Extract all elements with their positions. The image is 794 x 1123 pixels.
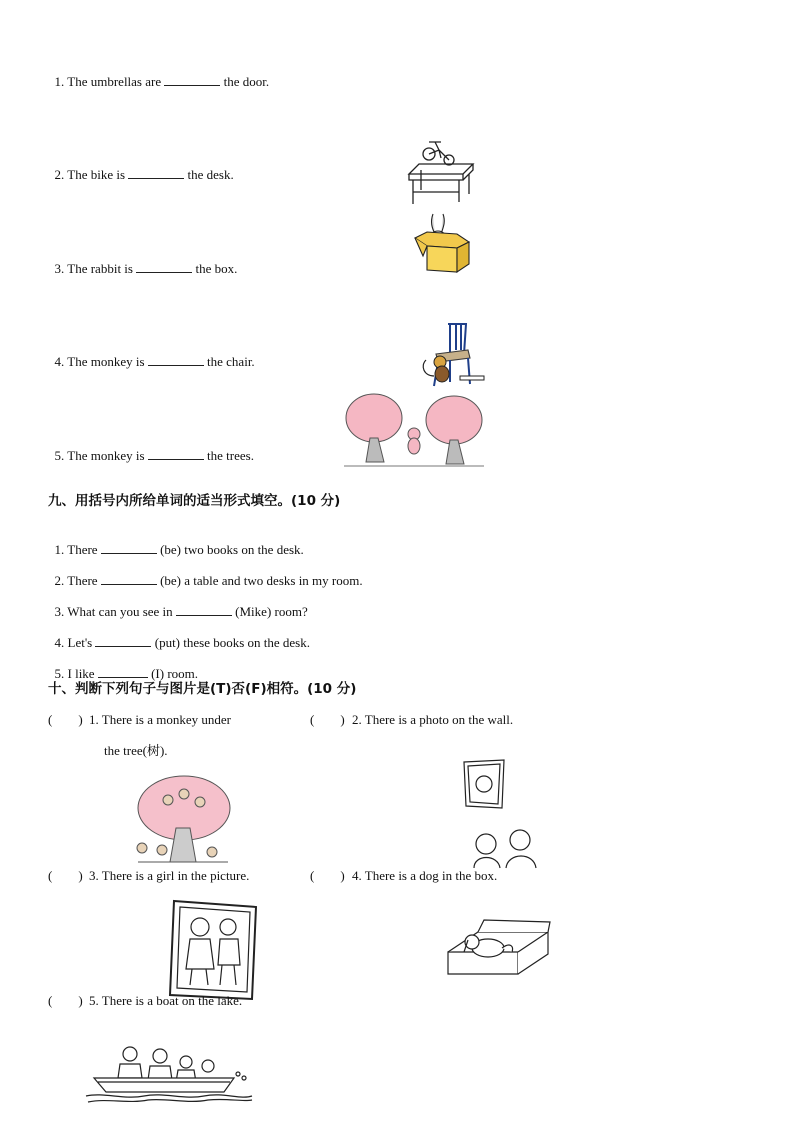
item-text-post: the chair. — [207, 354, 255, 369]
s10-item-1-cont: the tree(树). — [104, 743, 168, 758]
bike-desk-picture — [405, 140, 477, 206]
item-text-pre: I like — [67, 666, 95, 681]
answer-blank[interactable] — [101, 541, 157, 554]
monkey-chair-picture — [414, 320, 486, 388]
item-text-post: (put) these books on the desk. — [154, 635, 310, 650]
item-text-pre: There — [67, 542, 98, 557]
item-text-pre: Let's — [67, 635, 93, 650]
answer-paren[interactable]: ( ) — [310, 868, 345, 883]
item-text-post: the trees. — [207, 448, 254, 463]
item-text-pre: The umbrellas are — [67, 74, 162, 89]
item-num: 4. — [54, 354, 65, 369]
section9-title: 九、用括号内所给单词的适当形式填空。(10 分) — [48, 493, 341, 509]
item-text-pre: The rabbit is — [67, 261, 133, 276]
s10-item-5-text: 5. There is a boat on the lake. — [89, 993, 243, 1008]
s8-item-4 — [48, 337, 255, 370]
s10-item-2-text: 2. There is a photo on the wall. — [352, 712, 514, 727]
item-text-post: (be) two books on the desk. — [160, 542, 304, 557]
answer-blank[interactable] — [128, 166, 184, 179]
item-num: 3. — [54, 261, 65, 276]
s8-item-5 — [48, 431, 254, 464]
s9-item-4 — [48, 618, 310, 651]
item-num: 2. — [54, 167, 65, 182]
answer-paren[interactable]: ( ) — [310, 712, 345, 727]
s8-item-1 — [48, 57, 269, 90]
s9-item-3 — [48, 587, 308, 620]
answer-blank[interactable] — [148, 353, 204, 366]
s9-item-2 — [48, 556, 363, 589]
item-text-post: (I) room. — [151, 666, 199, 681]
s9-item-1 — [48, 525, 304, 558]
item-text-post: the door. — [223, 74, 270, 89]
item-num: 2. — [54, 573, 65, 588]
answer-paren[interactable]: ( ) — [48, 712, 83, 727]
answer-blank[interactable] — [148, 447, 204, 460]
item-num: 3. — [54, 604, 65, 619]
item-text-post: the box. — [195, 261, 238, 276]
answer-blank[interactable] — [101, 572, 157, 585]
s8-item-2 — [48, 150, 234, 183]
answer-paren[interactable]: ( ) — [48, 868, 83, 883]
monkey-between-trees-picture — [340, 390, 488, 468]
item-num: 1. — [54, 74, 65, 89]
section10-title: 十、判断下列句子与图片是(T)否(F)相符。(10 分) — [48, 681, 357, 697]
boat-lake-picture — [84, 1042, 254, 1104]
answer-blank[interactable] — [176, 603, 232, 616]
rabbit-box-picture — [413, 212, 471, 274]
s10-item-1-text: 1. There is a monkey under — [89, 712, 231, 727]
girl-picture-frame — [168, 899, 260, 1001]
monkey-under-tree-picture — [128, 772, 236, 866]
item-text-pre: The monkey is — [67, 354, 145, 369]
s8-item-3 — [48, 244, 237, 277]
answer-blank[interactable] — [95, 634, 151, 647]
s10-item-4-text: 4. There is a dog in the box. — [352, 868, 498, 883]
answer-paren[interactable]: ( ) — [48, 993, 83, 1008]
item-num: 5. — [54, 448, 65, 463]
item-num: 1. — [54, 542, 65, 557]
item-text-post: (Mike) room? — [235, 604, 308, 619]
answer-blank[interactable] — [136, 260, 192, 273]
item-num: 4. — [54, 635, 65, 650]
item-text-post: the desk. — [187, 167, 234, 182]
answer-blank[interactable] — [98, 665, 148, 678]
item-text-pre: The monkey is — [67, 448, 145, 463]
photo-on-wall-picture — [462, 758, 542, 870]
item-text-pre: The bike is — [67, 167, 126, 182]
answer-blank[interactable] — [164, 73, 220, 86]
s9-item-5 — [48, 649, 198, 682]
item-text-pre: There — [67, 573, 98, 588]
s10-item-3-text: 3. There is a girl in the picture. — [89, 868, 250, 883]
dog-box-picture — [444, 918, 554, 980]
item-num: 5. — [54, 666, 65, 681]
item-text-pre: What can you see in — [67, 604, 173, 619]
item-text-post: (be) a table and two desks in my room. — [160, 573, 363, 588]
